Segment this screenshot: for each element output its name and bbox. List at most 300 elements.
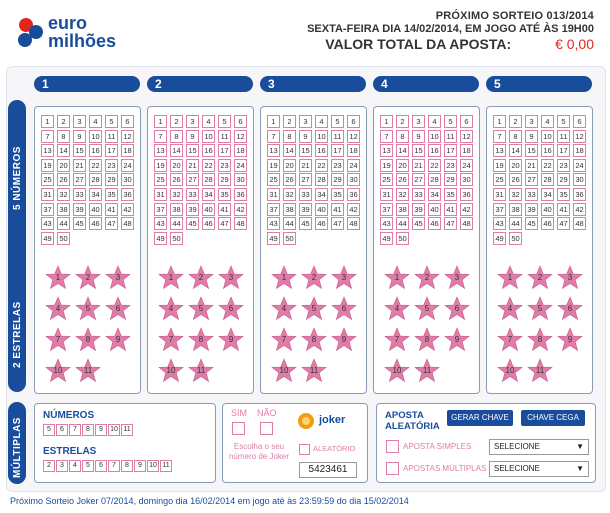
number-8[interactable]: 8 (170, 130, 183, 143)
star-8[interactable] (188, 327, 214, 353)
number-46[interactable]: 46 (541, 217, 554, 230)
number-19[interactable]: 19 (493, 159, 506, 172)
number-33[interactable]: 33 (73, 188, 86, 201)
number-20[interactable]: 20 (170, 159, 183, 172)
number-21[interactable]: 21 (73, 159, 86, 172)
number-31[interactable]: 31 (41, 188, 54, 201)
number-18[interactable]: 18 (460, 144, 473, 157)
number-14[interactable]: 14 (57, 144, 70, 157)
number-30[interactable]: 30 (460, 173, 473, 186)
multiplas-estrela-5[interactable]: 5 (82, 460, 94, 472)
number-41[interactable]: 41 (444, 203, 457, 216)
number-35[interactable]: 35 (105, 188, 118, 201)
number-28[interactable]: 28 (202, 173, 215, 186)
star-8[interactable] (75, 327, 101, 353)
number-48[interactable]: 48 (460, 217, 473, 230)
number-26[interactable]: 26 (396, 173, 409, 186)
number-33[interactable]: 33 (186, 188, 199, 201)
number-48[interactable]: 48 (234, 217, 247, 230)
star-9[interactable] (218, 327, 244, 353)
aposta-simples-checkbox[interactable] (386, 440, 399, 453)
number-6[interactable]: 6 (234, 115, 247, 128)
number-40[interactable]: 40 (202, 203, 215, 216)
number-5[interactable]: 5 (557, 115, 570, 128)
number-14[interactable]: 14 (396, 144, 409, 157)
number-32[interactable]: 32 (170, 188, 183, 201)
number-20[interactable]: 20 (57, 159, 70, 172)
number-8[interactable]: 8 (509, 130, 522, 143)
number-38[interactable]: 38 (170, 203, 183, 216)
star-11[interactable] (301, 358, 327, 384)
number-2[interactable]: 2 (509, 115, 522, 128)
number-12[interactable]: 12 (347, 130, 360, 143)
number-6[interactable]: 6 (573, 115, 586, 128)
star-8[interactable] (414, 327, 440, 353)
number-41[interactable]: 41 (331, 203, 344, 216)
number-14[interactable]: 14 (509, 144, 522, 157)
number-29[interactable]: 29 (105, 173, 118, 186)
number-45[interactable]: 45 (525, 217, 538, 230)
number-49[interactable]: 49 (493, 232, 506, 245)
number-29[interactable]: 29 (444, 173, 457, 186)
star-11[interactable] (414, 358, 440, 384)
number-39[interactable]: 39 (412, 203, 425, 216)
number-9[interactable]: 9 (299, 130, 312, 143)
number-47[interactable]: 47 (218, 217, 231, 230)
number-13[interactable]: 13 (267, 144, 280, 157)
number-3[interactable]: 3 (186, 115, 199, 128)
number-7[interactable]: 7 (493, 130, 506, 143)
number-31[interactable]: 31 (380, 188, 393, 201)
number-34[interactable]: 34 (202, 188, 215, 201)
number-45[interactable]: 45 (186, 217, 199, 230)
number-12[interactable]: 12 (234, 130, 247, 143)
number-7[interactable]: 7 (380, 130, 393, 143)
number-43[interactable]: 43 (267, 217, 280, 230)
number-17[interactable]: 17 (444, 144, 457, 157)
star-3[interactable] (105, 265, 131, 291)
number-42[interactable]: 42 (347, 203, 360, 216)
number-44[interactable]: 44 (283, 217, 296, 230)
number-36[interactable]: 36 (460, 188, 473, 201)
number-3[interactable]: 3 (73, 115, 86, 128)
star-1[interactable] (384, 265, 410, 291)
number-34[interactable]: 34 (89, 188, 102, 201)
star-6[interactable] (331, 296, 357, 322)
number-42[interactable]: 42 (121, 203, 134, 216)
number-26[interactable]: 26 (170, 173, 183, 186)
star-3[interactable] (444, 265, 470, 291)
number-6[interactable]: 6 (460, 115, 473, 128)
number-46[interactable]: 46 (315, 217, 328, 230)
number-38[interactable]: 38 (57, 203, 70, 216)
number-38[interactable]: 38 (396, 203, 409, 216)
number-3[interactable]: 3 (299, 115, 312, 128)
number-40[interactable]: 40 (541, 203, 554, 216)
star-9[interactable] (444, 327, 470, 353)
number-27[interactable]: 27 (73, 173, 86, 186)
joker-number-input[interactable]: 5423461 (299, 462, 357, 478)
star-7[interactable] (158, 327, 184, 353)
star-9[interactable] (105, 327, 131, 353)
number-4[interactable]: 4 (541, 115, 554, 128)
number-38[interactable]: 38 (509, 203, 522, 216)
star-3[interactable] (218, 265, 244, 291)
star-6[interactable] (444, 296, 470, 322)
joker-nao-checkbox[interactable] (260, 422, 273, 435)
number-18[interactable]: 18 (347, 144, 360, 157)
number-50[interactable]: 50 (283, 232, 296, 245)
number-41[interactable]: 41 (218, 203, 231, 216)
number-11[interactable]: 11 (557, 130, 570, 143)
number-45[interactable]: 45 (73, 217, 86, 230)
number-21[interactable]: 21 (525, 159, 538, 172)
star-10[interactable] (45, 358, 71, 384)
number-16[interactable]: 16 (428, 144, 441, 157)
number-1[interactable]: 1 (267, 115, 280, 128)
number-30[interactable]: 30 (121, 173, 134, 186)
star-7[interactable] (271, 327, 297, 353)
star-11[interactable] (188, 358, 214, 384)
star-10[interactable] (497, 358, 523, 384)
number-16[interactable]: 16 (315, 144, 328, 157)
gerar-chave-button[interactable]: GERAR CHAVE (447, 410, 513, 426)
number-47[interactable]: 47 (105, 217, 118, 230)
number-44[interactable]: 44 (509, 217, 522, 230)
number-25[interactable]: 25 (493, 173, 506, 186)
star-4[interactable] (497, 296, 523, 322)
number-32[interactable]: 32 (509, 188, 522, 201)
number-45[interactable]: 45 (299, 217, 312, 230)
number-35[interactable]: 35 (557, 188, 570, 201)
number-19[interactable]: 19 (267, 159, 280, 172)
number-13[interactable]: 13 (154, 144, 167, 157)
number-16[interactable]: 16 (89, 144, 102, 157)
number-39[interactable]: 39 (73, 203, 86, 216)
number-3[interactable]: 3 (525, 115, 538, 128)
star-5[interactable] (188, 296, 214, 322)
number-10[interactable]: 10 (202, 130, 215, 143)
number-4[interactable]: 4 (202, 115, 215, 128)
number-12[interactable]: 12 (121, 130, 134, 143)
number-30[interactable]: 30 (347, 173, 360, 186)
number-15[interactable]: 15 (412, 144, 425, 157)
number-50[interactable]: 50 (170, 232, 183, 245)
number-22[interactable]: 22 (315, 159, 328, 172)
number-7[interactable]: 7 (154, 130, 167, 143)
number-28[interactable]: 28 (315, 173, 328, 186)
apostas-multiplas-select[interactable] (489, 461, 589, 477)
number-46[interactable]: 46 (89, 217, 102, 230)
number-5[interactable]: 5 (105, 115, 118, 128)
number-24[interactable]: 24 (347, 159, 360, 172)
star-8[interactable] (527, 327, 553, 353)
number-28[interactable]: 28 (428, 173, 441, 186)
number-46[interactable]: 46 (202, 217, 215, 230)
multiplas-numero-5[interactable]: 5 (43, 424, 55, 436)
chave-cega-button[interactable]: CHAVE CEGA (521, 410, 585, 426)
number-10[interactable]: 10 (315, 130, 328, 143)
number-42[interactable]: 42 (460, 203, 473, 216)
number-27[interactable]: 27 (525, 173, 538, 186)
number-22[interactable]: 22 (202, 159, 215, 172)
number-2[interactable]: 2 (283, 115, 296, 128)
star-4[interactable] (384, 296, 410, 322)
number-37[interactable]: 37 (267, 203, 280, 216)
number-19[interactable]: 19 (380, 159, 393, 172)
number-37[interactable]: 37 (380, 203, 393, 216)
joker-aleatorio-checkbox[interactable] (299, 444, 310, 455)
star-7[interactable] (384, 327, 410, 353)
number-35[interactable]: 35 (444, 188, 457, 201)
star-6[interactable] (557, 296, 583, 322)
number-11[interactable]: 11 (105, 130, 118, 143)
number-33[interactable]: 33 (525, 188, 538, 201)
number-36[interactable]: 36 (347, 188, 360, 201)
number-40[interactable]: 40 (89, 203, 102, 216)
number-29[interactable]: 29 (557, 173, 570, 186)
number-1[interactable]: 1 (154, 115, 167, 128)
number-10[interactable]: 10 (428, 130, 441, 143)
number-34[interactable]: 34 (428, 188, 441, 201)
number-48[interactable]: 48 (573, 217, 586, 230)
multiplas-estrela-7[interactable]: 7 (108, 460, 120, 472)
number-38[interactable]: 38 (283, 203, 296, 216)
number-19[interactable]: 19 (41, 159, 54, 172)
number-42[interactable]: 42 (573, 203, 586, 216)
number-28[interactable]: 28 (89, 173, 102, 186)
multiplas-estrela-3[interactable]: 3 (56, 460, 68, 472)
number-20[interactable]: 20 (396, 159, 409, 172)
number-37[interactable]: 37 (493, 203, 506, 216)
multiplas-estrela-10[interactable]: 10 (147, 460, 159, 472)
number-25[interactable]: 25 (267, 173, 280, 186)
number-30[interactable]: 30 (573, 173, 586, 186)
number-32[interactable]: 32 (283, 188, 296, 201)
number-10[interactable]: 10 (541, 130, 554, 143)
multiplas-estrela-2[interactable]: 2 (43, 460, 55, 472)
multiplas-numero-9[interactable]: 9 (95, 424, 107, 436)
number-10[interactable]: 10 (89, 130, 102, 143)
number-47[interactable]: 47 (444, 217, 457, 230)
number-9[interactable]: 9 (525, 130, 538, 143)
multiplas-estrela-6[interactable]: 6 (95, 460, 107, 472)
multiplas-numero-6[interactable]: 6 (56, 424, 68, 436)
number-26[interactable]: 26 (283, 173, 296, 186)
number-35[interactable]: 35 (218, 188, 231, 201)
number-50[interactable]: 50 (57, 232, 70, 245)
number-7[interactable]: 7 (267, 130, 280, 143)
star-7[interactable] (497, 327, 523, 353)
number-22[interactable]: 22 (541, 159, 554, 172)
number-6[interactable]: 6 (347, 115, 360, 128)
number-34[interactable]: 34 (541, 188, 554, 201)
number-29[interactable]: 29 (218, 173, 231, 186)
multiplas-estrela-11[interactable]: 11 (160, 460, 172, 472)
number-44[interactable]: 44 (170, 217, 183, 230)
star-9[interactable] (557, 327, 583, 353)
number-11[interactable]: 11 (444, 130, 457, 143)
number-33[interactable]: 33 (299, 188, 312, 201)
number-43[interactable]: 43 (154, 217, 167, 230)
number-41[interactable]: 41 (557, 203, 570, 216)
number-18[interactable]: 18 (234, 144, 247, 157)
number-43[interactable]: 43 (380, 217, 393, 230)
multiplas-numero-11[interactable]: 11 (121, 424, 133, 436)
star-10[interactable] (384, 358, 410, 384)
number-36[interactable]: 36 (573, 188, 586, 201)
number-24[interactable]: 24 (573, 159, 586, 172)
multiplas-numero-10[interactable]: 10 (108, 424, 120, 436)
number-44[interactable]: 44 (396, 217, 409, 230)
number-12[interactable]: 12 (460, 130, 473, 143)
number-21[interactable]: 21 (412, 159, 425, 172)
number-4[interactable]: 4 (315, 115, 328, 128)
number-6[interactable]: 6 (121, 115, 134, 128)
number-36[interactable]: 36 (234, 188, 247, 201)
number-32[interactable]: 32 (396, 188, 409, 201)
number-45[interactable]: 45 (412, 217, 425, 230)
number-24[interactable]: 24 (121, 159, 134, 172)
number-50[interactable]: 50 (509, 232, 522, 245)
number-14[interactable]: 14 (170, 144, 183, 157)
joker-sim-checkbox[interactable] (232, 422, 245, 435)
number-23[interactable]: 23 (218, 159, 231, 172)
star-5[interactable] (301, 296, 327, 322)
star-2[interactable] (75, 265, 101, 291)
star-8[interactable] (301, 327, 327, 353)
star-2[interactable] (414, 265, 440, 291)
number-49[interactable]: 49 (380, 232, 393, 245)
number-2[interactable]: 2 (170, 115, 183, 128)
number-50[interactable]: 50 (396, 232, 409, 245)
star-11[interactable] (527, 358, 553, 384)
number-27[interactable]: 27 (299, 173, 312, 186)
number-40[interactable]: 40 (428, 203, 441, 216)
number-1[interactable]: 1 (41, 115, 54, 128)
number-4[interactable]: 4 (89, 115, 102, 128)
star-4[interactable] (271, 296, 297, 322)
number-24[interactable]: 24 (460, 159, 473, 172)
star-3[interactable] (557, 265, 583, 291)
star-10[interactable] (271, 358, 297, 384)
number-23[interactable]: 23 (105, 159, 118, 172)
number-23[interactable]: 23 (444, 159, 457, 172)
number-31[interactable]: 31 (154, 188, 167, 201)
number-5[interactable]: 5 (218, 115, 231, 128)
star-1[interactable] (158, 265, 184, 291)
number-8[interactable]: 8 (396, 130, 409, 143)
euromilhoes-logo[interactable] (16, 12, 126, 52)
number-44[interactable]: 44 (57, 217, 70, 230)
number-34[interactable]: 34 (315, 188, 328, 201)
number-1[interactable]: 1 (380, 115, 393, 128)
number-12[interactable]: 12 (573, 130, 586, 143)
number-29[interactable]: 29 (331, 173, 344, 186)
number-35[interactable]: 35 (331, 188, 344, 201)
star-5[interactable] (414, 296, 440, 322)
star-10[interactable] (158, 358, 184, 384)
number-43[interactable]: 43 (493, 217, 506, 230)
number-47[interactable]: 47 (557, 217, 570, 230)
number-3[interactable]: 3 (412, 115, 425, 128)
number-25[interactable]: 25 (380, 173, 393, 186)
number-26[interactable]: 26 (57, 173, 70, 186)
number-15[interactable]: 15 (299, 144, 312, 157)
multiplas-numero-7[interactable]: 7 (69, 424, 81, 436)
number-20[interactable]: 20 (509, 159, 522, 172)
number-2[interactable]: 2 (396, 115, 409, 128)
star-1[interactable] (497, 265, 523, 291)
number-15[interactable]: 15 (73, 144, 86, 157)
number-49[interactable]: 49 (154, 232, 167, 245)
star-9[interactable] (331, 327, 357, 353)
star-2[interactable] (188, 265, 214, 291)
number-42[interactable]: 42 (234, 203, 247, 216)
multiplas-estrela-9[interactable]: 9 (134, 460, 146, 472)
number-9[interactable]: 9 (412, 130, 425, 143)
number-49[interactable]: 49 (267, 232, 280, 245)
number-17[interactable]: 17 (557, 144, 570, 157)
number-11[interactable]: 11 (218, 130, 231, 143)
number-5[interactable]: 5 (444, 115, 457, 128)
number-11[interactable]: 11 (331, 130, 344, 143)
number-9[interactable]: 9 (73, 130, 86, 143)
number-17[interactable]: 17 (218, 144, 231, 157)
number-48[interactable]: 48 (347, 217, 360, 230)
number-37[interactable]: 37 (41, 203, 54, 216)
number-22[interactable]: 22 (428, 159, 441, 172)
star-7[interactable] (45, 327, 71, 353)
star-6[interactable] (105, 296, 131, 322)
number-41[interactable]: 41 (105, 203, 118, 216)
number-13[interactable]: 13 (380, 144, 393, 157)
number-16[interactable]: 16 (541, 144, 554, 157)
number-19[interactable]: 19 (154, 159, 167, 172)
number-46[interactable]: 46 (428, 217, 441, 230)
number-31[interactable]: 31 (267, 188, 280, 201)
number-18[interactable]: 18 (121, 144, 134, 157)
number-13[interactable]: 13 (41, 144, 54, 157)
number-48[interactable]: 48 (121, 217, 134, 230)
number-5[interactable]: 5 (331, 115, 344, 128)
number-15[interactable]: 15 (525, 144, 538, 157)
star-3[interactable] (331, 265, 357, 291)
number-13[interactable]: 13 (493, 144, 506, 157)
number-32[interactable]: 32 (57, 188, 70, 201)
number-7[interactable]: 7 (41, 130, 54, 143)
number-31[interactable]: 31 (493, 188, 506, 201)
number-8[interactable]: 8 (283, 130, 296, 143)
number-9[interactable]: 9 (186, 130, 199, 143)
star-2[interactable] (301, 265, 327, 291)
number-17[interactable]: 17 (105, 144, 118, 157)
star-1[interactable] (45, 265, 71, 291)
number-36[interactable]: 36 (121, 188, 134, 201)
number-28[interactable]: 28 (541, 173, 554, 186)
number-26[interactable]: 26 (509, 173, 522, 186)
number-27[interactable]: 27 (186, 173, 199, 186)
number-14[interactable]: 14 (283, 144, 296, 157)
number-21[interactable]: 21 (186, 159, 199, 172)
number-1[interactable]: 1 (493, 115, 506, 128)
star-4[interactable] (158, 296, 184, 322)
star-6[interactable] (218, 296, 244, 322)
number-8[interactable]: 8 (57, 130, 70, 143)
number-2[interactable]: 2 (57, 115, 70, 128)
number-23[interactable]: 23 (331, 159, 344, 172)
number-43[interactable]: 43 (41, 217, 54, 230)
